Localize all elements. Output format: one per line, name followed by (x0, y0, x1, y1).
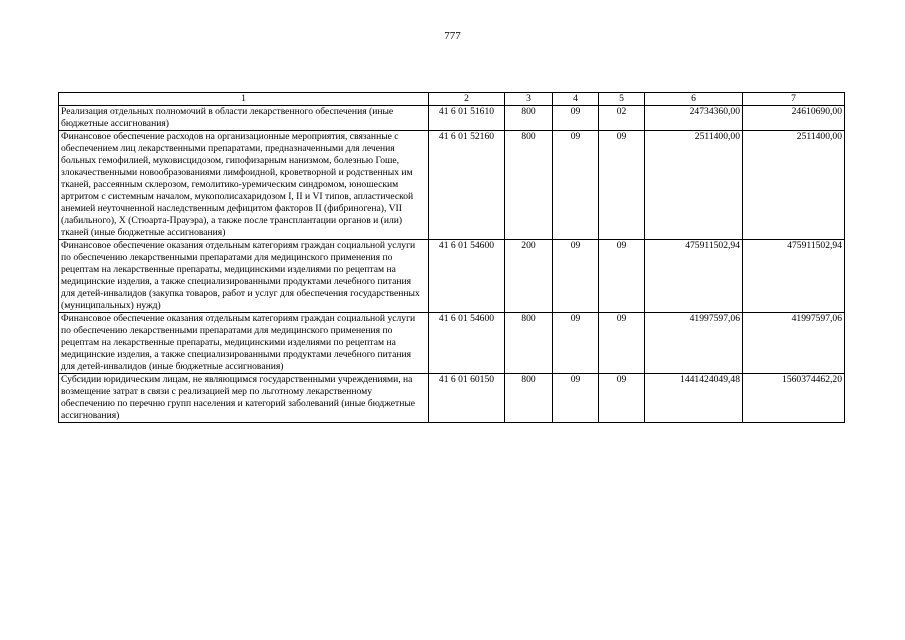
row-name: Реализация отдельных полномочий в области лекарственного обеспечения (иные бюджетные ассигнования) (59, 106, 429, 131)
header-col-1: 1 (59, 93, 429, 106)
row-target-code: 41 6 01 52160 (429, 131, 505, 240)
row-subsection: 09 (599, 313, 645, 374)
header-col-2: 2 (429, 93, 505, 106)
row-section: 09 (553, 106, 599, 131)
row-subsection: 02 (599, 106, 645, 131)
row-sum-year-1: 41997597,06 (645, 313, 743, 374)
row-sum-year-1: 475911502,94 (645, 240, 743, 313)
row-sum-year-2: 24610690,00 (743, 106, 845, 131)
row-name: Финансовое обеспечение расходов на организационные мероприятия, связанные с обеспечением лиц лекарственными препаратами, предназначенными для лечения больных гемофилией, муковисцидозом, гипофизарным нанизмом, болезнью Гоше, злокачественными новообразованиями лимфоидной, кроветворной и родственных им тканей, рассеянным склерозом, гемолитико-уремическим синдромом, юношеским артритом с системным началом, мукополисахаридозом I, II и VI типов, апластической анемией неуточненной наследственным дефицитом факторов II (фибриногена), VII (лабильного), X (Стюарта-Прауэра), а также после трансплантации органов и (или) тканей (иные бюджетные ассигнования) (59, 131, 429, 240)
row-sum-year-2: 41997597,06 (743, 313, 845, 374)
header-col-3: 3 (505, 93, 553, 106)
row-section: 09 (553, 240, 599, 313)
row-target-code: 41 6 01 54600 (429, 240, 505, 313)
row-subsection: 09 (599, 131, 645, 240)
row-name: Финансовое обеспечение оказания отдельным категориям граждан социальной услуги по обеспечению лекарственными препаратами для медицинского применения по рецептам на лекарственные препараты, медицинскими изделиями по рецептам на медицинские изделия, а также специализированными продуктами лечебного питания для детей-инвалидов (закупка товаров, работ и услуг для обеспечения государственных (муниципальных) нужд) (59, 240, 429, 313)
row-expense-type: 200 (505, 240, 553, 313)
header-row (59, 93, 845, 106)
row-name: Субсидии юридическим лицам, не являющимся государственными учреждениями, на возмещение затрат в связи с реализацией мер по льготному лекарственному обеспечению по перечню групп населения и категорий заболеваний (иные бюджетные ассигнования) (59, 374, 429, 423)
row-section: 09 (553, 374, 599, 423)
row-subsection: 09 (599, 240, 645, 313)
table-row (59, 240, 845, 313)
table-row (59, 313, 845, 374)
row-section: 09 (553, 131, 599, 240)
header-col-4: 4 (553, 93, 599, 106)
header-col-7: 7 (743, 93, 845, 106)
table-row (59, 106, 845, 131)
row-expense-type: 800 (505, 313, 553, 374)
row-subsection: 09 (599, 374, 645, 423)
row-sum-year-2: 475911502,94 (743, 240, 845, 313)
row-sum-year-2: 1560374462,20 (743, 374, 845, 423)
page-number: 777 (444, 30, 461, 42)
header-col-6: 6 (645, 93, 743, 106)
row-sum-year-1: 1441424049,48 (645, 374, 743, 423)
row-sum-year-1: 2511400,00 (645, 131, 743, 240)
header-col-5: 5 (599, 93, 645, 106)
row-section: 09 (553, 313, 599, 374)
row-target-code: 41 6 01 60150 (429, 374, 505, 423)
row-target-code: 41 6 01 54600 (429, 313, 505, 374)
row-target-code: 41 6 01 51610 (429, 106, 505, 131)
budget-table (58, 92, 845, 423)
row-expense-type: 800 (505, 131, 553, 240)
table-row (59, 131, 845, 240)
row-sum-year-2: 2511400,00 (743, 131, 845, 240)
row-expense-type: 800 (505, 374, 553, 423)
row-expense-type: 800 (505, 106, 553, 131)
row-sum-year-1: 24734360,00 (645, 106, 743, 131)
row-name: Финансовое обеспечение оказания отдельным категориям граждан социальной услуги по обеспечению лекарственными препаратами для медицинского применения по рецептам на лекарственные препараты, медицинскими изделиями по рецептам на медицинские изделия, а также специализированными продуктами лечебного питания для детей-инвалидов (иные бюджетные ассигнования) (59, 313, 429, 374)
table-row (59, 374, 845, 423)
